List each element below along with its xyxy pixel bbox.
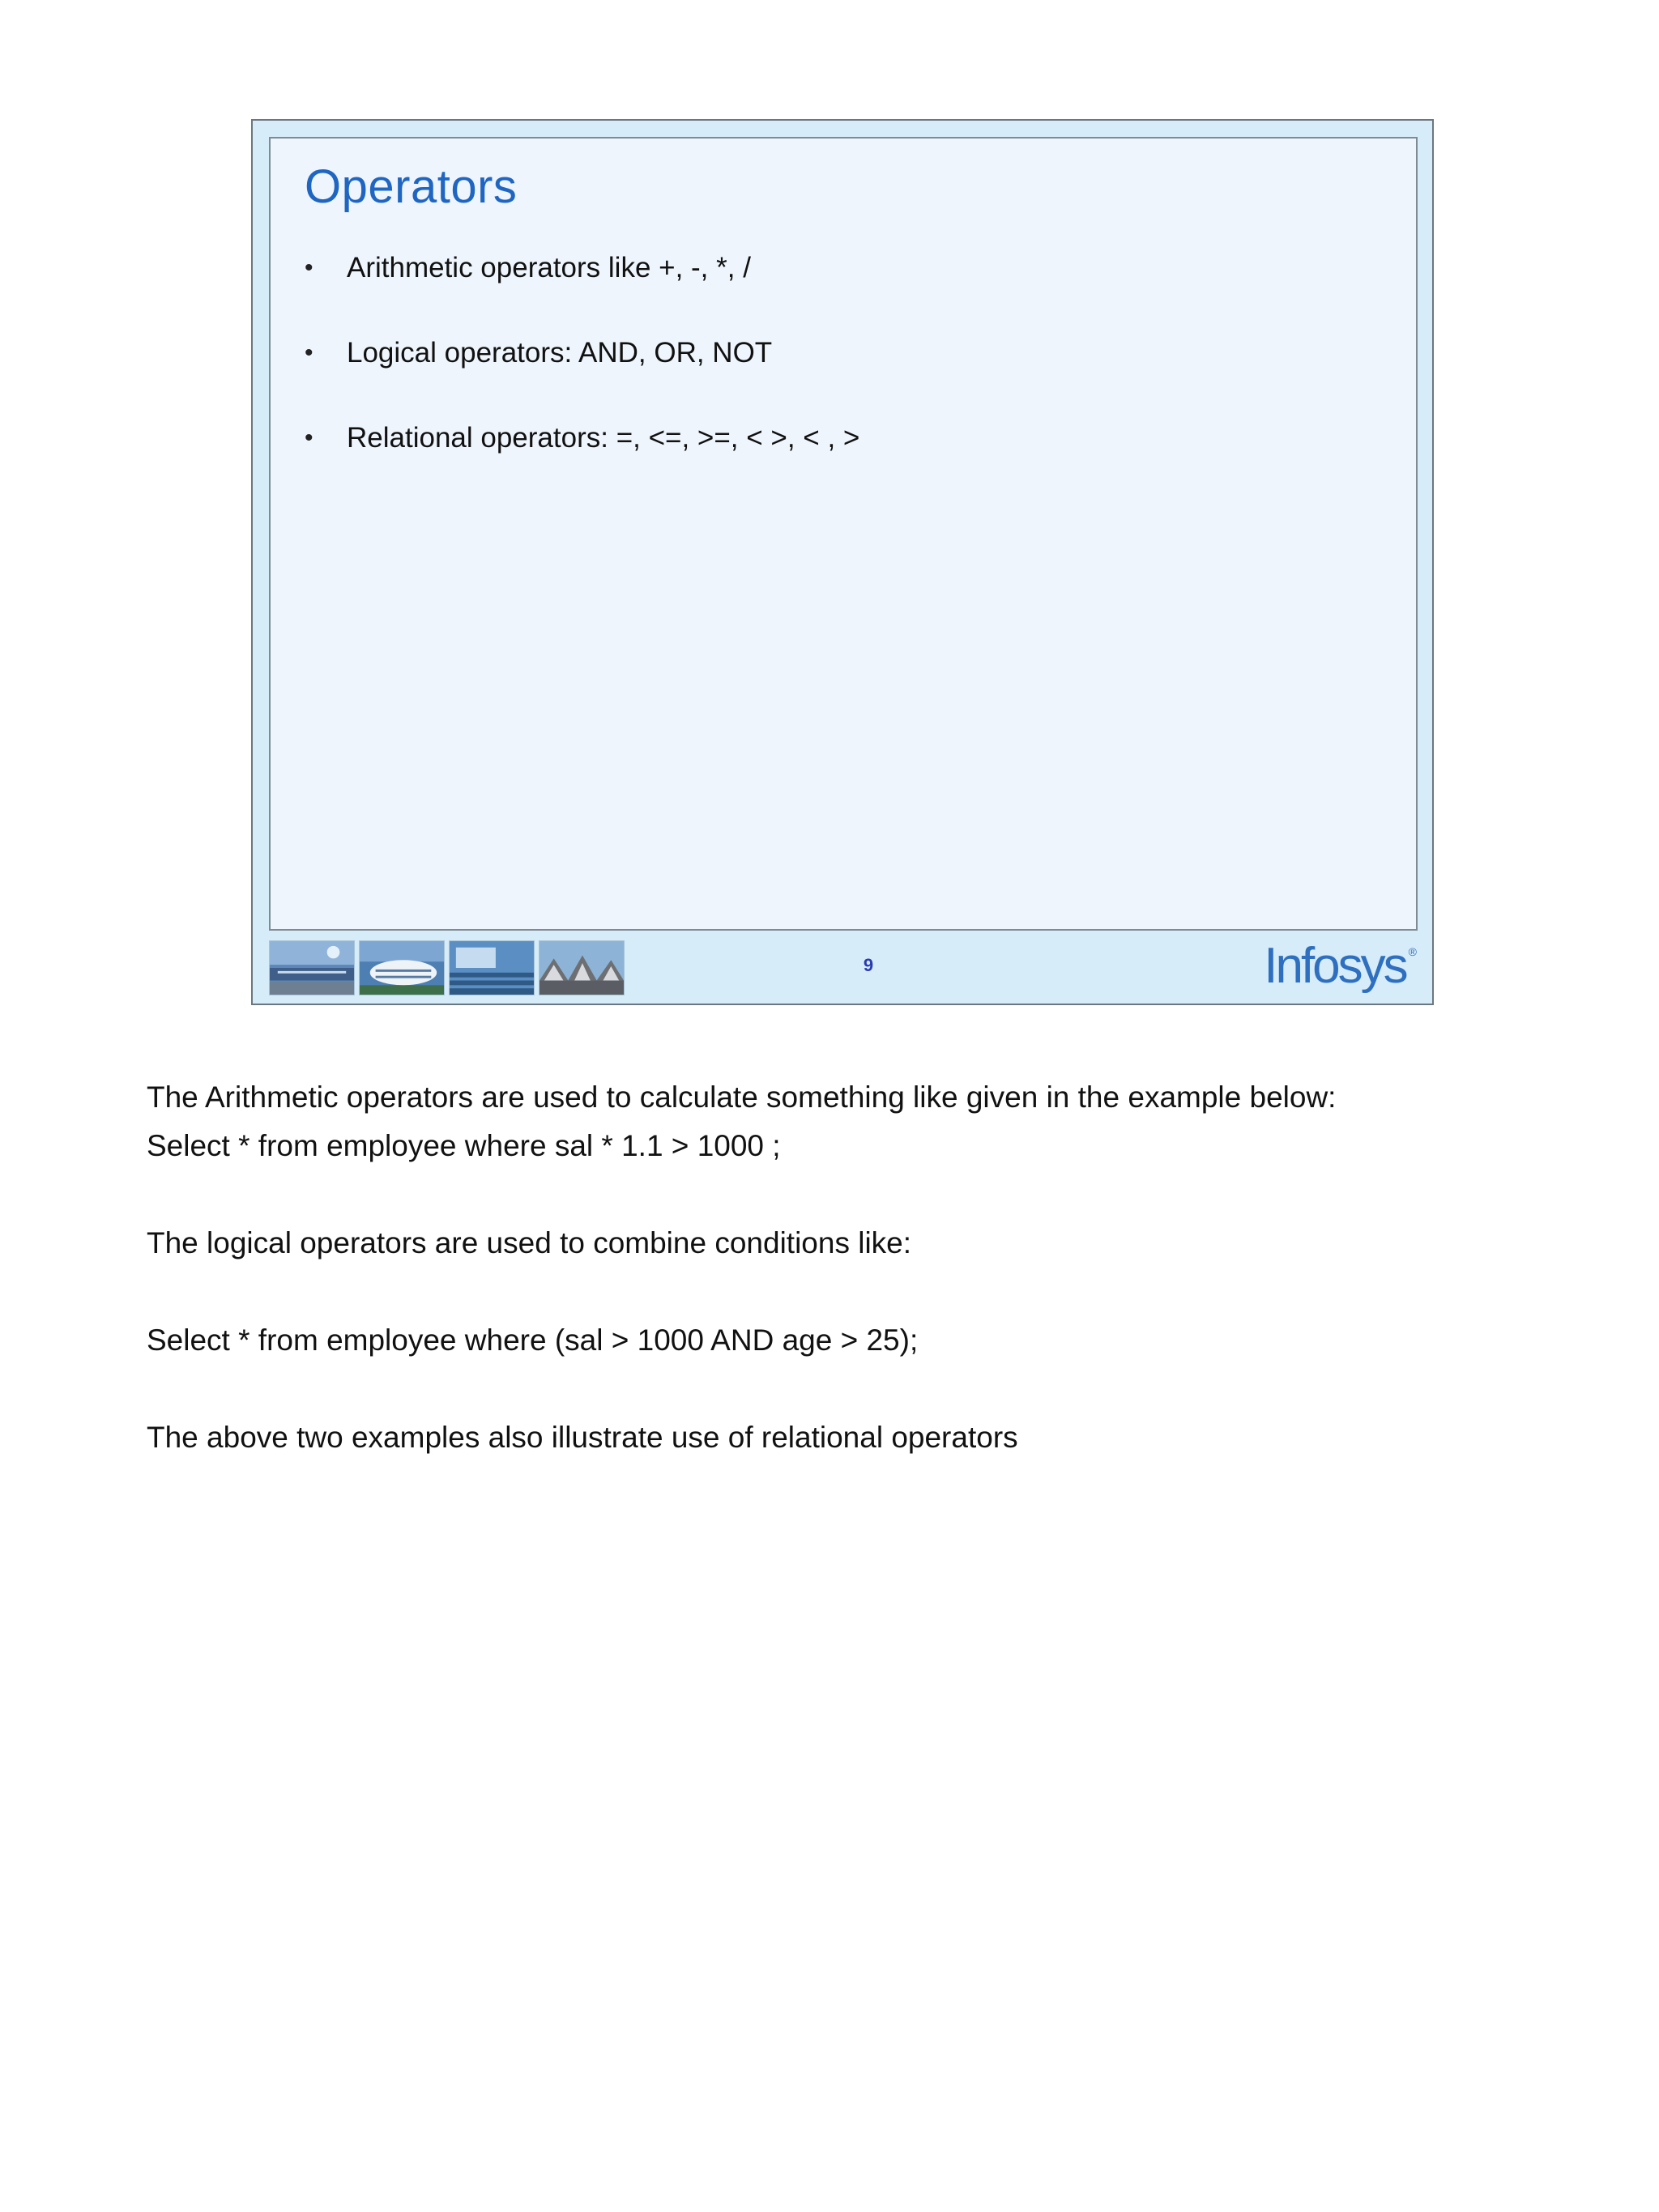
registered-mark: ® (1408, 945, 1417, 958)
footer-thumbnails (269, 940, 625, 995)
notes-line: The logical operators are used to combine conditions like: (147, 1226, 912, 1259)
classroom-photo (449, 940, 535, 995)
infosys-logo (1264, 937, 1417, 995)
campus-building-photo (359, 940, 445, 995)
logo-text: Infosys (1264, 938, 1406, 994)
bullet-text: Relational operators: =, <=, >=, < >, < , > (347, 422, 860, 454)
slide (251, 119, 1434, 1005)
bullet-text: Arithmetic operators like +, -, *, / (347, 252, 751, 283)
bullet-icon: • (305, 424, 313, 451)
page-number: 9 (863, 955, 874, 975)
bullet-item (305, 337, 859, 422)
bullet-item (305, 422, 859, 507)
bullet-icon: • (305, 339, 313, 366)
notes-line: Select * from employee where sal * 1.1 > 1000 ; (147, 1129, 781, 1162)
arched-roof-building-photo (539, 940, 625, 995)
bullet-text: Logical operators: AND, OR, NOT (347, 337, 773, 369)
slide-title: Operators (305, 160, 518, 213)
slide-content-area (269, 137, 1418, 931)
notes-line: Select * from employee where (sal > 1000 AND age > 25); (147, 1323, 919, 1357)
notes-line: The Arithmetic operators are used to calculate something like given in the example below: (147, 1080, 1337, 1114)
notes-line: The above two examples also illustrate use of relational operators (147, 1421, 1018, 1454)
office-building-photo (269, 940, 355, 995)
bullet-icon: • (305, 254, 313, 281)
bullet-item (305, 252, 859, 337)
speaker-notes (147, 1073, 1572, 1462)
bullet-list (305, 252, 859, 507)
